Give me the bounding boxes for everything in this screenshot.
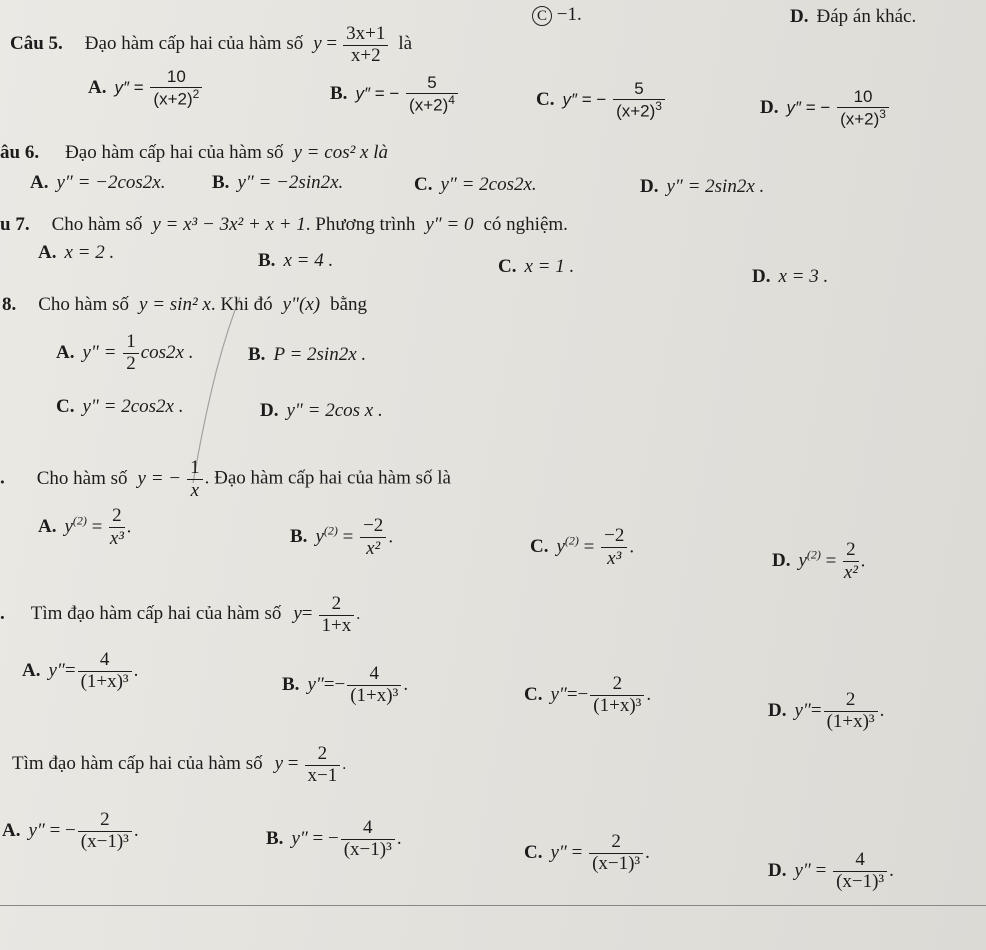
q8-option-a[interactable]: A. y" = $\frac{1}{2}$ cos2x . [56, 331, 194, 374]
q5-option-a[interactable]: A. y″ = $\frac{10}{(x+2)^2}$ [88, 68, 204, 109]
question-label: . [0, 603, 5, 625]
question-text: Cho hàm số [36, 467, 128, 489]
q10-option-d[interactable]: D. y″= $\frac{2}{\text{(1+x)³}}$ . [768, 689, 885, 732]
question-8 [2, 294, 367, 316]
prev-option-d [790, 6, 916, 28]
q7-option-d[interactable]: D. x = 3 . [752, 266, 829, 287]
question-9 [0, 458, 451, 502]
question-5: Câu 5. Đạo hàm cấp hai của hàm số y = $\frac{3x+1}{x+2}$ là [10, 23, 413, 66]
question-label: . [0, 467, 5, 489]
bottom-divider [0, 905, 986, 906]
question-text-2: . Phương trình [305, 214, 416, 235]
question-7 [0, 214, 568, 236]
question-text-2: . Khi đó [210, 294, 273, 315]
q8-option-d[interactable]: D. y" = 2cos x . [260, 400, 383, 421]
question-text: Đạo hàm cấp hai của hàm số [84, 33, 304, 55]
q11-option-c[interactable]: C. y″ = $\frac{2}{\text{(x−1)³}}$ . [524, 831, 650, 874]
q6-option-b[interactable]: B. y″ = −2sin2x. [212, 172, 344, 193]
question-11: Tìm đạo hàm cấp hai của hàm số y = $\frac{2}{x-1}$ . [12, 743, 347, 786]
question-text: Tìm đạo hàm cấp hai của hàm số [30, 603, 282, 625]
option-label: D. [790, 6, 809, 27]
question-text: Cho hàm số [51, 214, 143, 235]
question-label: u 7. [0, 214, 30, 235]
question-6 [0, 142, 388, 164]
question-text-3: bằng [330, 294, 368, 315]
question-function: y = sin² x [139, 294, 211, 315]
q9-option-d[interactable]: D. $y^{(2)}$ = $\frac{2}{\text{x²}}$ . [772, 539, 866, 583]
q9-option-a[interactable]: A. $y^{(2)}$ = $\frac{2}{\text{x³}}$ . [38, 505, 132, 549]
q7-option-c[interactable]: C. x = 1 . [498, 256, 575, 277]
q9-function: $\frac{1}{x}$ [187, 458, 203, 502]
q7-option-b[interactable]: B. x = 4 . [258, 250, 334, 271]
q9-function-prefix: y = − [137, 467, 182, 489]
q11-function: $\frac{2}{x-1}$ [305, 744, 341, 787]
q6-option-d[interactable]: D. y″ = 2sin2x . [640, 176, 765, 197]
q5-function: $\frac{3x+1}{x+2}$ [343, 24, 388, 67]
q5-option-d[interactable]: D. y″ = − $\frac{10}{(x+2)^3}$ [760, 88, 891, 129]
question-text: Cho hàm số [38, 294, 130, 315]
prev-option-c-text: −1. [556, 4, 582, 25]
question-10: . Tìm đạo hàm cấp hai của hàm số y= $\frac{2}{1+x}$ . [0, 593, 361, 636]
q11-option-b[interactable]: B. y″ = − $\frac{4}{\text{(x−1)³}}$ . [266, 817, 402, 860]
q11-option-d[interactable]: D. y″ = $\frac{4}{\text{(x−1)³}}$ . [768, 849, 894, 892]
question-label: 8. [2, 294, 17, 315]
q10-option-a[interactable]: A. y″= $\frac{4}{\text{(1+x)³}}$ . [22, 649, 139, 692]
question-equation: y″ = 0 [425, 214, 474, 235]
q9-option-c[interactable]: C. $y^{(2)}$ = $\frac{-2}{\text{x³}}$ . [530, 525, 635, 569]
q8-option-c[interactable]: C. y" = 2cos2x . [56, 396, 184, 417]
prev-option-c [532, 4, 582, 26]
q11-option-a[interactable]: A. y″ = − $\frac{2}{\text{(x−1)³}}$ . [2, 809, 139, 852]
circle-c-mark: C [532, 6, 552, 26]
question-function: y = cos² x là [293, 142, 388, 163]
question-text-3: có nghiệm. [483, 214, 568, 235]
question-label: Câu 5. [10, 33, 63, 55]
q5-option-c[interactable]: C. y″ = − $\frac{5}{(x+2)^3}$ [536, 80, 667, 121]
q10-option-c[interactable]: C. y″=− $\frac{2}{\text{(1+x)³}}$ . [524, 673, 652, 716]
q6-option-a[interactable]: A. y″ = −2cos2x. [30, 172, 166, 193]
question-text-2: . Đạo hàm cấp hai của hàm số là [204, 467, 451, 489]
prev-option-d-text: Đáp án khác. [816, 6, 917, 27]
q7-option-a[interactable]: A. x = 2 . [38, 242, 115, 263]
question-function: y = x³ − 3x² + x + 1 [152, 214, 306, 235]
question-text: Tìm đạo hàm cấp hai của hàm số [12, 753, 263, 775]
q8-option-b[interactable]: B. P = 2sin2x . [248, 344, 367, 365]
q10-option-b[interactable]: B. y″=− $\frac{4}{\text{(1+x)³}}$ . [282, 663, 409, 706]
q6-option-c[interactable]: C. y″ = 2cos2x. [414, 174, 537, 195]
question-label: âu 6. [0, 142, 40, 163]
q9-option-b[interactable]: B. $y^{(2)}$ = $\frac{-2}{\text{x²}}$ . [290, 515, 394, 559]
question-text: Đạo hàm cấp hai của hàm số [65, 142, 284, 163]
question-expression: y"(x) [282, 294, 321, 315]
q10-function: $\frac{2}{1+x}$ [319, 594, 355, 637]
question-suffix: là [398, 33, 413, 55]
q5-option-b[interactable]: B. y″ = − $\frac{5}{(x+2)^4}$ [330, 74, 460, 115]
